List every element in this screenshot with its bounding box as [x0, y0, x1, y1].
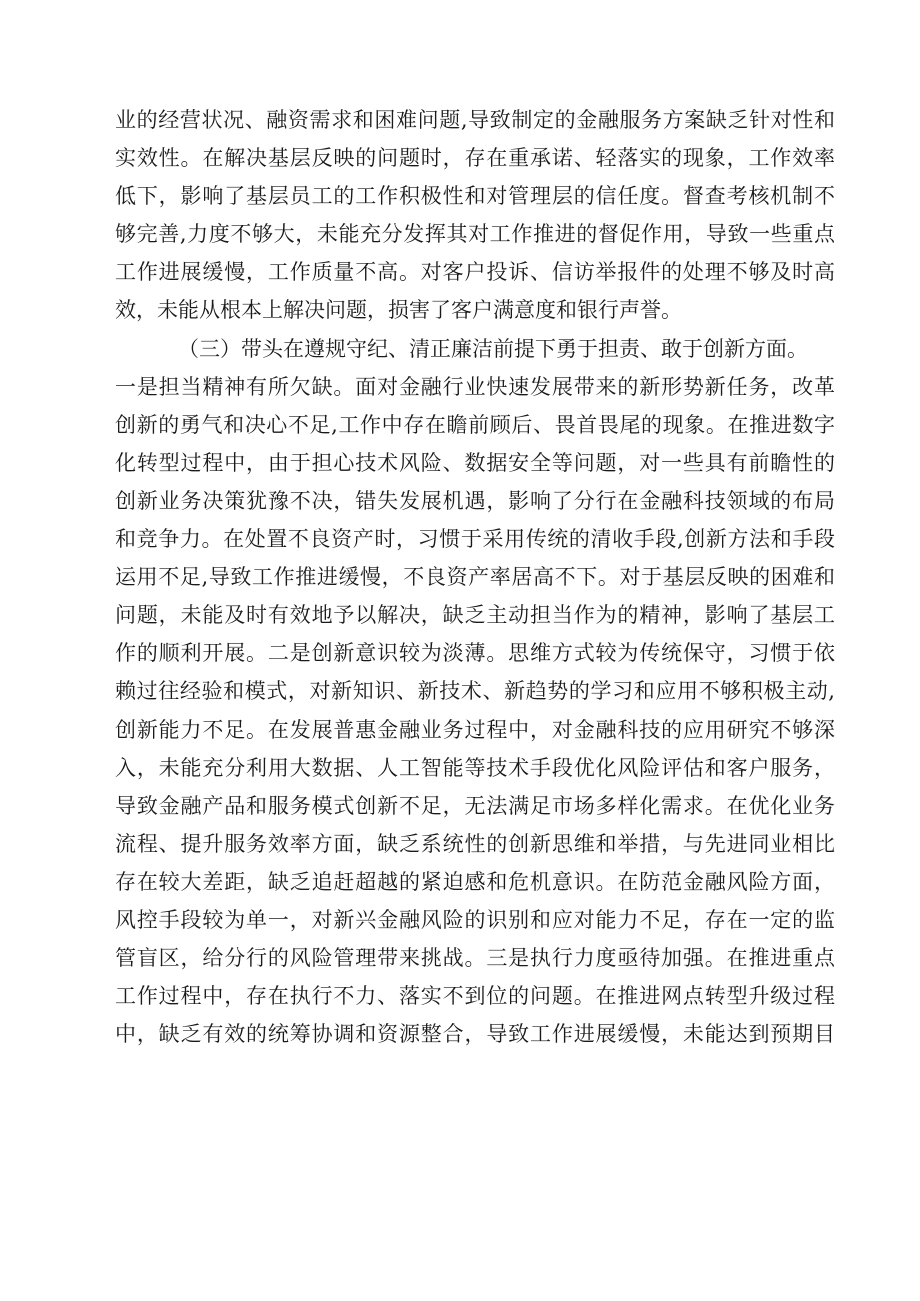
text-line: 存在较大差距，缺乏追赶超越的紧迫感和危机意识。在防范金融风险方面，: [115, 869, 835, 894]
text-line: 管盲区，给分行的风险管理带来挑战。三是执行力度亟待加强。在推进重点: [115, 946, 835, 971]
text-line: 运用不足,导致工作推进缓慢，不良资产率居高不下。对于基层反映的困难和: [115, 565, 835, 590]
text-line: 创新能力不足。在发展普惠金融业务过程中，对金融科技的应用研究不够深: [115, 717, 835, 742]
text-line: 流程、提升服务效率方面，缺乏系统性的创新思维和举措，与先进同业相比: [115, 831, 835, 856]
text-line: 够完善,力度不够大，未能充分发挥其对工作推进的督促作用，导致一些重点: [115, 222, 835, 247]
text-line: 低下，影响了基层员工的工作积极性和对管理层的信任度。督查考核机制不: [115, 184, 835, 209]
text-line: 和竞争力。在处置不良资产时，习惯于采用传统的清收手段,创新方法和手段: [115, 527, 835, 552]
text-line: 创新业务决策犹豫不决，错失发展机遇，影响了分行在金融科技领域的布局: [115, 488, 835, 513]
text-line: 风控手段较为单一，对新兴金融风险的识别和应对能力不足，存在一定的监: [115, 907, 835, 932]
text-line: 入，未能充分利用大数据、人工智能等技术手段优化风险评估和客户服务，: [115, 755, 835, 780]
section-heading: （三）带头在遵规守纪、清正廉洁前提下勇于担责、敢于创新方面。: [178, 336, 808, 361]
text-line: 工作过程中，存在执行不力、落实不到位的问题。在推进网点转型升级过程: [115, 984, 835, 1009]
text-line: 业的经营状况、融资需求和困难问题,导致制定的金融服务方案缺乏针对性和: [115, 108, 835, 132]
text-line: 工作进展缓慢，工作质量不高。对客户投诉、信访举报件的处理不够及时高: [115, 260, 835, 285]
text-line: 导致金融产品和服务模式创新不足，无法满足市场多样化需求。在优化业务: [115, 793, 835, 818]
text-line: 实效性。在解决基层反映的问题时，存在重承诺、轻落实的现象，工作效率: [115, 146, 835, 171]
text-line: 一是担当精神有所欠缺。面对金融行业快速发展带来的新形势新任务，改革: [115, 374, 835, 399]
text-line: 创新的勇气和决心不足,工作中存在瞻前顾后、畏首畏尾的现象。在推进数字: [115, 412, 835, 437]
text-line: 作的顺利开展。二是创新意识较为淡薄。思维方式较为传统保守，习惯于依: [115, 641, 835, 666]
text-line: 中，缺乏有效的统筹协调和资源整合，导致工作进展缓慢，未能达到预期目: [115, 1022, 835, 1047]
body-text: [115, 101, 835, 1053]
text-line: 赖过往经验和模式，对新知识、新技术、新趋势的学习和应用不够积极主动,: [115, 679, 835, 704]
text-line: 效，未能从根本上解决问题，损害了客户满意度和银行声誉。: [115, 298, 682, 323]
text-line: 问题，未能及时有效地予以解决，缺乏主动担当作为的精神，影响了基层工: [115, 603, 835, 628]
text-line: 化转型过程中，由于担心技术风险、数据安全等问题，对一些具有前瞻性的: [115, 450, 835, 475]
